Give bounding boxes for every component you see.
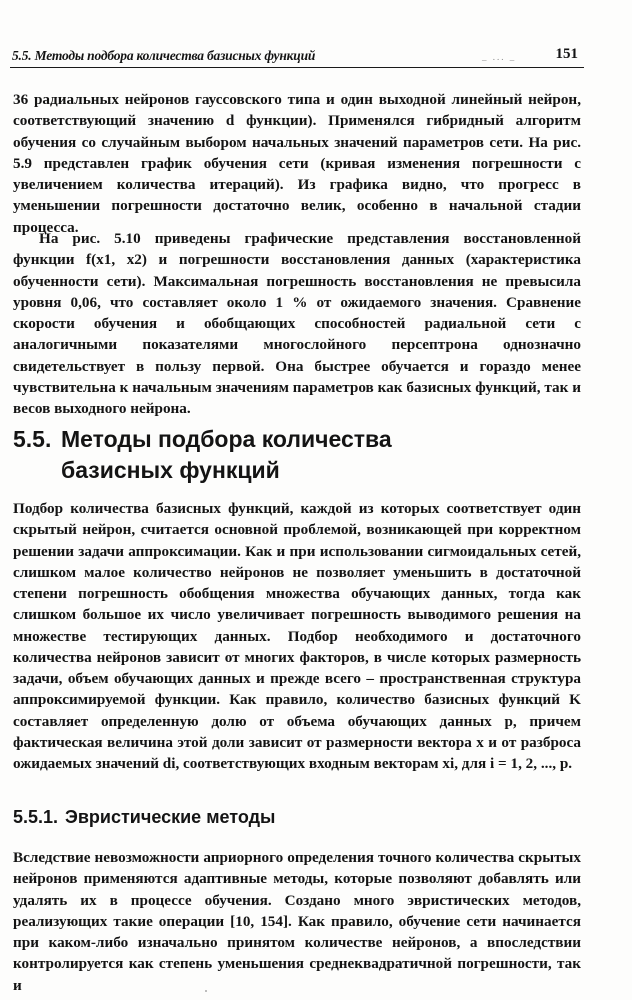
section-title-line2: базисных функций: [61, 457, 280, 483]
scan-speck: [205, 990, 207, 992]
running-header-dots: _ ... _: [482, 52, 517, 62]
subsection-heading: [13, 805, 275, 829]
section-heading: [13, 424, 392, 486]
subsection-number: 5.5.1.: [13, 807, 59, 827]
section-title-line1: Методы подбора количества: [61, 426, 392, 452]
paragraph-heuristic-methods: Вследствие невозможности априорного определения точного количества скрытых нейронов применяются адаптивные методы, которые позволяют добавлять или удалять их в процессе обучения. Создано много эвристических методов, реализующих такие операции [10, 154]. Как правило, обучение сети начинается при каком-либо изначально принятом количестве нейронов, а впоследствии контролируется как степень уменьшения среднеквадратичной погрешности, так и: [13, 849, 581, 994]
paragraph-continuation: 36 радиальных нейронов гауссовского типа и один выходной линейный нейрон, соответствующий значению d функции). Применялся гибридный алгоритм обучения со случайным выбором начальных значений параметров сети. На рис. 5.9 представлен график обучения сети (кривая изменения погрешности с увеличением количества итераций). Из графика видно, что прогресс в уменьшении погрешности достаточно велик, особенно в начальной стадии процесса.: [13, 91, 581, 236]
paragraph-basis-functions: Подбор количества базисных функций, каждой из которых соответствует один скрытый нейрон, считается основной проблемой, возникающей при корректном решении задачи аппроксимации. Как и при использовании сигмоидальных сетей, слишком малое количество нейронов не позволяет уменьшить в достаточной степени погрешность обобщения множества обучающих данных, тогда как слишком большое их число увеличивает погрешность выводимого решения на множестве тестирующих данных. Подбор необходимого и достаточного количества нейронов зависит от многих факторов, в числе которых размерность задачи, объем обучающих данных и прежде всего – пространственная структура аппроксимируемой функции. Как правило, количество базисных функций K составляет определенную долю от объема обучающих данных p, причем фактическая величина этой доли зависит от размерности вектора x и от разброса ожидаемых значений di, соответствующих входным векторам xi, для i = 1, 2, ..., p.: [13, 500, 581, 772]
paragraph-figure-5-10: На рис. 5.10 приведены графические представления восстановленной функции f(x1, x2) и погрешности восстановления данных (характеристика обученности сети). Максимальная погрешность восстановления не превысила уровня 0,06, что составляет около 1 % от ожидаемого значения. Сравнение скорости обучения и обобщающих способностей радиальной сети с аналогичными показателями многослойного персептрона однозначно свидетельствует в пользу первой. Она быстрее обучается и гораздо менее чувствительна к начальным значениям параметров как базисных функций, так и весов выходного нейрона.: [13, 230, 581, 417]
running-title: 5.5. Методы подбора количества базисных функций: [12, 48, 316, 63]
subsection-title: Эвристические методы: [65, 807, 276, 827]
section-number: 5.5.: [13, 426, 52, 452]
page-number: 151: [555, 46, 578, 62]
header-rule: [10, 67, 584, 68]
running-header: [12, 46, 584, 68]
